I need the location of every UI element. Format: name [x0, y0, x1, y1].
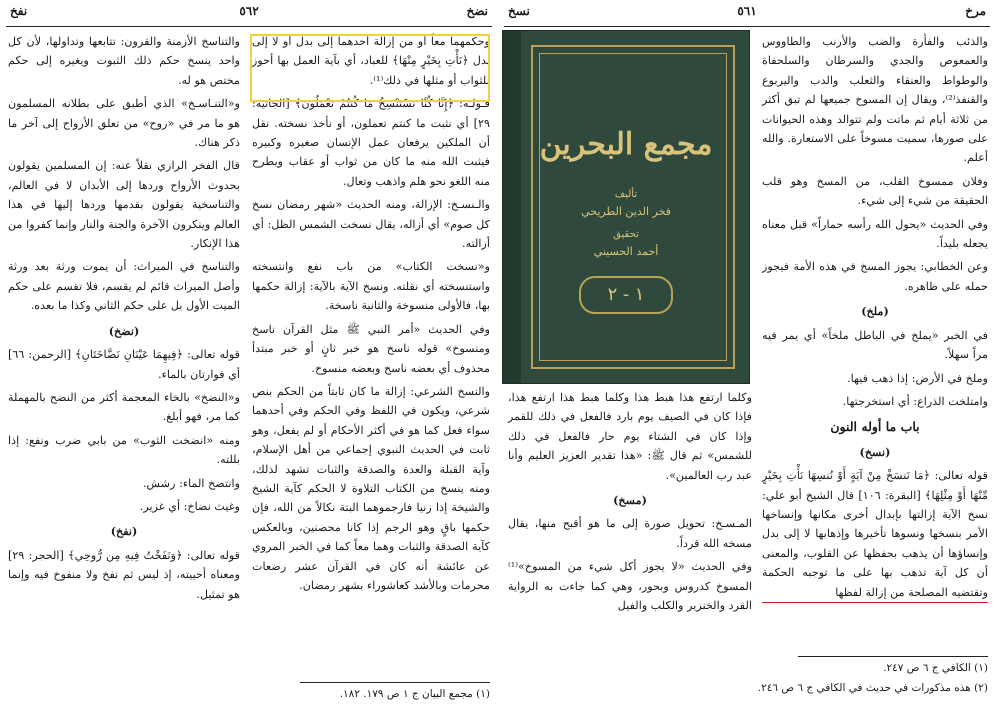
entry-heading-naskh: (نسخ)	[859, 444, 891, 459]
right-column	[252, 32, 490, 599]
paragraph: وملخ في الأرض: إذا ذهب فيها.	[847, 371, 988, 385]
page-561	[498, 0, 996, 720]
paragraph: والـنسـخ: الإزالة، ومنه الحديث «شهر رمضان نسخ كل صوم» أي أزاله، يقال نسخت الشمس الظل: أي أزالته.	[252, 198, 490, 251]
paragraph: قوله تعالى: ﴿فِيهِمَا عَيْنَانِ نَضَّاخَتَانِ﴾ [الرحمن: ٦٦] أي فوارتان بالماء.	[8, 348, 240, 381]
header-left-word: نفخ	[10, 4, 28, 18]
paragraph: وعن الخطابي: يجوز المسخ في هذه الأمة فيجوز حمله على ظاهره.	[762, 260, 988, 293]
page-number: ٥٦٢	[239, 4, 259, 18]
footnote-2: (٢) هذه مذكورات في حديث في الكافي ج ٦ ص ٢٤٦.	[757, 682, 988, 694]
paragraph-highlighted: وحكمهما معاً أو من إزالة أحدهما إلى بدل أو لا إلى بدل ﴿نَأْتِ بِخَيْرٍ مِنْهَا﴾ للعباد، أي بآية العمل بها أحوز للثواب أو مثلها في ذلك⁽¹⁾.	[252, 35, 490, 87]
paragraph: وفي الحديث «يحول الله رأسه حماراً» قبل معناه يجعله بليداً.	[762, 217, 988, 251]
paragraph: وفي الحديث «لا يجوز أكل شيء من المسوخ»⁽¹⁾ المسوخ كدروس وبحور، وهي كما جاءت به الرواية القرد والخنزير والكلب والفيل	[508, 560, 752, 613]
paragraph: وفي الحديث «أمر النبي ﷺ مثل القرآن ناسخ ومنسوخ» قوله ناسخ هو خبر ثانٍ أو خبر مبتدأ محذوف أي بعضه ناسخ وبعضه منسوخ.	[252, 322, 490, 375]
page-header	[498, 4, 996, 24]
paragraph: و«النضخ» بالخاء المعجمة أكثر من النضح بالمهملة كما مر، فهو أبلغ.	[8, 390, 240, 424]
paragraph: قـولـه: ﴿إِنَّا كُنَّا نَسْتَنْسِخُ مَا كُنتُمْ تَعْمَلُونَ﴾ [الجاثية: ٢٩] أي نثبت ما كنتم تعملون، أو نأخذ نسخته. نقل أن الملكين يرفعان عمل الإنسان صغيره وكبيره فيثبت الله منه ما كان من ثواب أو عقاب ويطرح منه اللغو نحو هلم واذهب وتعال.	[252, 97, 490, 188]
left-column	[8, 32, 240, 608]
paragraph: المـسـخ: تحويل صورة إلى ما هو أقبح منها، يقال مسخه الله قرداً.	[508, 517, 752, 550]
header-rule	[6, 26, 492, 27]
cover-title: مجمع البحرين	[539, 127, 713, 162]
cover-volume: ١ - ٢	[579, 276, 673, 314]
paragraph: و«نسخت الكتاب» من باب نفع وانتسخته واستنسخته أي نقلته. ونسخ الآية بالآية: إزالة حكمها بها، فالأولى منسوخة والثانية ناسخة.	[252, 260, 490, 313]
book-cover-image	[502, 30, 750, 384]
page-header	[0, 4, 498, 24]
paragraph: والذئب والفأرة والضب والأرنب والطاووس والعمعوص والجدي والسرطان والسلحفاة والوطواط والعنقاء والثعلب والدب واليربوع والقنفذ⁽²⁾، ويقال إن المسوخ جميعها لم تبق أكثر من ثلاثة أيام ثم ماتت ولم تتوالد وهذه الحيوانات على صورها، سميت مسوخاً على الاستعارة. والله أعلم.	[762, 35, 988, 165]
paragraph: ومنه «انضخت الثوب» من بابي ضرب ونفع: إذا بللته.	[8, 433, 240, 467]
left-column	[508, 388, 752, 619]
cover-author-label: تأليف	[614, 189, 638, 200]
footnote-rule	[300, 682, 490, 683]
footnote-rule	[798, 656, 988, 657]
page-number: ٥٦١	[737, 4, 757, 18]
paragraph-underlined: قوله تعالى: ﴿مَا نَنسَخْ مِنْ آيَةٍ أَوْ نُنسِهَا نَأْتِ بِخَيْرٍ مِّنْهَا أَوْ مِثْلِهَا﴾ [البقرة: ١٠٦] قال الشيخ أبو علي: نسخ الآية إزالتها بإبدال أخرى مكانها وإنساخها الأمر بنسخها ونسوها تأخيرها وإذهابها لا إلى بدل وإنساؤها أن يذهب بحفظها عن القلوب، والمعنى أن كل آية تذهب بها على ما توجبه الحكمة وتقتضيه المصلحة من إزالة لفظها	[762, 466, 988, 603]
paragraph: والتناسخ في الميراث: أن يموت ورثة بعد ورثة وأصل الميراث قائم لم يقسم، فلا تقسم على حكم الميت الأول بل على حكم الثاني وكذا ما بعده.	[8, 260, 240, 313]
header-right-word: نضخ	[466, 4, 488, 18]
cover-editor-label: تحقيق	[613, 229, 639, 240]
cover-editor: أحمد الحسيني	[593, 245, 659, 258]
paragraph: وامتلخت الذراع: أي استخرجتها.	[842, 394, 988, 408]
entry-heading-maskh: (مسخ)	[613, 493, 647, 508]
paragraph: وانتضخ الماء: رشش.	[142, 476, 240, 490]
entry-heading-milh: (ملخ)	[861, 304, 889, 319]
paragraph: والنسخ الشرعي: إزالة ما كان ثابتاً من الحكم بنص شرعي، ويكون في اللفظ وفي الحكم وفي أحدهما سواء فعل كما هو في أكثر الأحكام أو لم يفعل، وهو ثابت في الحديث النبوي إجماعي من أهل الإسلام، وآية القبلة والعدة والصدقة والثبات تشهد لذلك، ومنه ينسخ من الكتاب التلاوة لا الحكم كآية الشيخ والشيخة إذا زنيا فارجموهما البتة نكالاً من الله، فإن حكمها باقٍ وهو الرجم إذا كانا محصنين، وبالعكس كآية الصدقة والثبات وهما معاً كما في الخبر المروي عن عائشة أنه كان في القرآن عشر رضعات محرمات وبالأشد كعاشوراء بشهر رمضان.	[252, 384, 490, 592]
header-rule	[504, 26, 990, 27]
footnote-1: (١) الكافي ج ٦ ص ٢٤٧.	[883, 662, 988, 674]
header-right-word: مرخ	[965, 4, 986, 18]
paragraph: قال الفخر الرازي نقلاً عنه: إن المسلمين يقولون بحدوث الأرواح وردها إلى الأبدان لا في العالم، والتناسخية يقولون بقدمها وردها إليها في هذا العالم وينكرون الآخرة والجنة والنار وإنما كفروا من هذا الإنكار.	[8, 159, 240, 251]
header-left-word: نسخ	[508, 4, 530, 18]
paragraph: وفلان ممسوخ القلب، من المسخ وهو قلب الحقيقة من شيء إلى شيء.	[762, 174, 988, 208]
paragraph: والتناسخ الأزمنة والقرون: تتابعها وتداولها، لأن كل واحد ينسخ حكم ذلك الثبوت ويغيره إلى حكم مختص هو له.	[8, 35, 240, 87]
entry-heading-nadkh: (نضخ)	[108, 323, 140, 338]
paragraph: وكلما ارتفع هذا هبط هذا وكلما هبط هذا ارتفع هذا، فإذا كان في الصيف يوم بارد فالفعل في ذلك للقمر وإذا كان في الشتاء يوم حار فالفعل في ذلك للشمس» ثم قال ﷺ: «هذا تقدير العزيز العليم وأنا عبد رب العالمين».	[508, 391, 752, 482]
paragraph: و«التنـاسـخ» الذي أطبق على بطلانه المسلمون هو ما مر في «روح» من تعلق الأرواح إلى آخر ما ذكر هناك.	[8, 97, 240, 150]
highlight-box	[250, 34, 490, 102]
entry-heading-nafkh: (نفخ)	[110, 524, 138, 539]
right-column	[762, 32, 988, 607]
paragraph: وغيث نضاخ: أي غزير.	[139, 499, 240, 513]
paragraph: في الخبر «يملخ في الباطل ملخاً» أي يمر فيه مراً سهلاً.	[762, 328, 988, 362]
footnote: (١) مجمع البيان ج ١ ص ١٧٩. ١٨٢.	[339, 688, 490, 700]
cover-author: فخر الدين الطريحي	[581, 205, 671, 218]
chapter-heading: باب ما أوله النون	[830, 419, 920, 435]
paragraph: قوله تعالى: ﴿وَنَفَخْتُ فِيهِ مِن رُّوحِي﴾ [الحجر: ٢٩] ومعناه أحييته، إذ ليس ثم نفخ ولا منفوخ فيه وإنما هو تمثيل.	[8, 548, 240, 601]
